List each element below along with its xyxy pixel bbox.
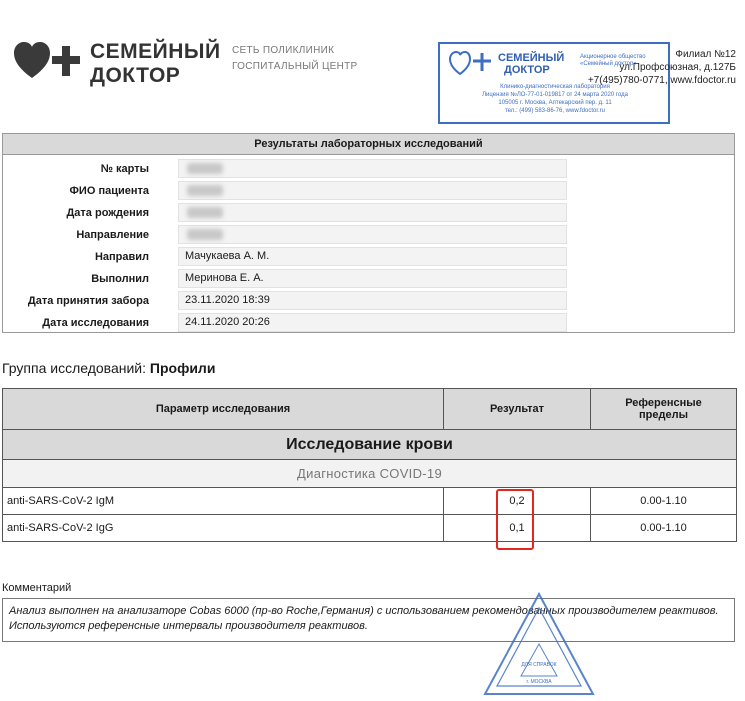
stamp-brand — [498, 52, 564, 76]
comment-label: Комментарий — [2, 582, 72, 594]
section-title: Исследование крови — [3, 430, 737, 460]
stamp-logo-icon — [448, 50, 494, 76]
stamp-line-5: тел.: (499) 583-86-76, www.fdoctor.ru — [504, 108, 606, 114]
triangle-stamp-icon — [483, 592, 595, 698]
stamp-line-3: Лицензия №ЛО-77-01-019817 от 24 марта 2020 года — [482, 92, 628, 98]
redacted-value — [187, 163, 223, 174]
stamp-brand-line-2: ДОКТОР — [504, 64, 550, 76]
stamp-line-2: Клинико-диагностическая лаборатория — [500, 84, 610, 90]
redacted-value — [187, 207, 223, 218]
result-igg: 0,1 — [444, 515, 591, 542]
header-parameter: Параметр исследования — [3, 389, 444, 430]
redacted-value — [187, 185, 223, 196]
value-performed-by: Меринова Е. А. — [178, 269, 567, 288]
study-group-name: Профили — [149, 360, 216, 376]
results-title: Результаты лабораторных исследований — [2, 133, 735, 155]
stamp-brand-line-1: СЕМЕЙНЫЙ — [498, 52, 565, 64]
value-sample-date: 23.11.2020 18:39 — [178, 291, 567, 310]
test-results-table — [2, 388, 737, 542]
brand-line-1: СЕМЕЙНЫЙ — [90, 40, 221, 63]
value-referred-by: Мачукаева А. М. — [178, 247, 567, 266]
value-birth-date — [178, 203, 567, 222]
table-row — [3, 515, 737, 542]
brand-line-2: ДОКТОР — [90, 64, 181, 87]
subsection-title: Диагностика COVID-19 — [3, 460, 737, 488]
triangle-stamp-inner-label: ДЛЯ СПРАВОК — [521, 662, 557, 668]
triangle-stamp-bottom-label: г. МОСКВА — [526, 679, 552, 685]
label-performed-by: Выполнил — [91, 273, 149, 285]
section-row — [3, 430, 737, 460]
patient-info-table — [2, 155, 735, 333]
value-referral — [178, 225, 567, 244]
param-igm: anti-SARS-CoV-2 IgM — [3, 488, 444, 515]
network-line-1: СЕТЬ ПОЛИКЛИНИК — [232, 45, 335, 56]
label-card-number: № карты — [100, 163, 149, 175]
label-sample-date: Дата принятия забора — [27, 295, 149, 307]
redacted-value — [187, 229, 223, 240]
table-row — [3, 488, 737, 515]
branch-contacts: +7(495)780-0771, www.fdoctor.ru — [587, 75, 736, 86]
label-study-date: Дата исследования — [42, 317, 149, 329]
label-referred-by: Направил — [94, 251, 149, 263]
stamp-line-1: Акционерное общество «Семейный доктор» — [580, 54, 646, 67]
branch-info — [560, 48, 736, 87]
value-study-date: 24.11.2020 20:26 — [178, 313, 567, 332]
network-line-2: ГОСПИТАЛЬНЫЙ ЦЕНТР — [232, 61, 358, 72]
header-reference — [591, 389, 737, 430]
comment-text: Анализ выполнен на анализаторе Cobas 6000 (пр-во Roche,Германия) с использованием рекомендованных производителем реактивов. Используются референсные интервалы производителя реактивов. — [2, 598, 735, 642]
value-patient-name — [178, 181, 567, 200]
result-highlight-box — [496, 489, 534, 550]
header-reference-line-2: пределы — [639, 409, 688, 421]
study-group — [2, 360, 215, 376]
brand-name — [90, 40, 221, 88]
table-header-row — [3, 389, 737, 430]
value-card-number — [178, 159, 567, 178]
param-igg: anti-SARS-CoV-2 IgG — [3, 515, 444, 542]
subsection-row — [3, 460, 737, 488]
branch-name: Филиал №12 — [675, 49, 736, 60]
heart-plus-logo-icon — [12, 40, 82, 82]
header-reference-line-1: Референсные — [625, 397, 702, 409]
reference-igm: 0.00-1.10 — [591, 488, 737, 515]
label-birth-date: Дата рождения — [66, 207, 149, 219]
result-igm: 0,2 — [444, 488, 591, 515]
header-result: Результат — [444, 389, 591, 430]
reference-igg: 0.00-1.10 — [591, 515, 737, 542]
label-referral: Направление — [76, 229, 149, 241]
branch-address: ул.Профсоюзная, д.127Б — [619, 62, 736, 73]
study-group-prefix: Группа исследований: — [2, 360, 147, 376]
stamp-line-4: 105005 г. Москва, Аптекарский пер. д. 11 — [498, 100, 612, 106]
label-patient-name: ФИО пациента — [69, 185, 149, 197]
network-caption — [232, 43, 358, 75]
